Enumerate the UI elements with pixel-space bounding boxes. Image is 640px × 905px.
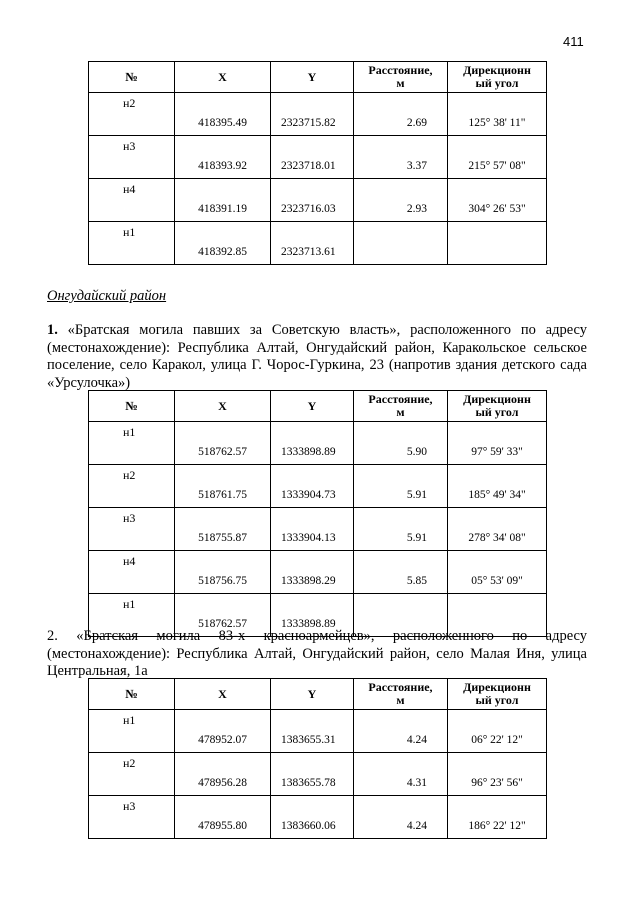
header-number: № — [89, 391, 175, 422]
point-label: н2 — [89, 93, 175, 136]
x-coordinate: 418393.92 — [175, 136, 271, 179]
table-row — [89, 179, 547, 222]
point-label: н2 — [89, 753, 175, 796]
distance: 5.85 — [354, 551, 448, 594]
header-angle-line1: Дирекционн — [463, 392, 531, 406]
direction-angle: 278° 34' 08" — [448, 508, 547, 551]
direction-angle: 304° 26' 53" — [448, 179, 547, 222]
item-1-text: «Братская могила павших за Советскую власть», расположенного по адресу (местонахождение): Республика Алтай, Онгудайский район, Каракольское сельское поселение, село Каракол, улица Г. Чорос-Гуркина, 23 (напротив здания детского сада «Урсулочка») — [47, 322, 587, 391]
table-row — [89, 796, 547, 839]
header-distance-line1: Расстояние, — [368, 63, 433, 77]
x-coordinate: 518762.57 — [175, 594, 271, 637]
header-angle — [448, 679, 547, 710]
point-label: н1 — [89, 594, 175, 637]
x-coordinate: 418392.85 — [175, 222, 271, 265]
header-distance — [354, 679, 448, 710]
point-label: н2 — [89, 465, 175, 508]
point-label: н3 — [89, 508, 175, 551]
header-distance-line2: м — [396, 76, 405, 90]
header-x: X — [175, 679, 271, 710]
table-row — [89, 465, 547, 508]
direction-angle: 215° 57' 08" — [448, 136, 547, 179]
distance: 4.31 — [354, 753, 448, 796]
header-y: Y — [271, 62, 354, 93]
y-coordinate: 2323716.03 — [271, 179, 354, 222]
point-label: н3 — [89, 796, 175, 839]
table-row — [89, 753, 547, 796]
distance: 5.90 — [354, 422, 448, 465]
y-coordinate: 1333898.89 — [271, 422, 354, 465]
y-coordinate: 1333904.73 — [271, 465, 354, 508]
x-coordinate: 418391.19 — [175, 179, 271, 222]
direction-angle — [448, 222, 547, 265]
header-y: Y — [271, 679, 354, 710]
coordinates-table-3 — [88, 678, 547, 839]
header-distance — [354, 391, 448, 422]
x-coordinate: 478952.07 — [175, 710, 271, 753]
coordinates-table-1 — [88, 61, 547, 265]
header-distance-line2: м — [396, 693, 405, 707]
item-1-paragraph — [47, 322, 587, 392]
direction-angle: 96° 23' 56" — [448, 753, 547, 796]
distance: 4.24 — [354, 796, 448, 839]
direction-angle: 186° 22' 12" — [448, 796, 547, 839]
header-angle-line2: ый угол — [475, 76, 519, 90]
y-coordinate: 1383660.06 — [271, 796, 354, 839]
distance: 5.91 — [354, 465, 448, 508]
distance: 2.93 — [354, 179, 448, 222]
item-1-number: 1. — [47, 322, 58, 338]
header-angle — [448, 391, 547, 422]
distance: 3.37 — [354, 136, 448, 179]
x-coordinate: 518762.57 — [175, 422, 271, 465]
table-row — [89, 93, 547, 136]
y-coordinate: 1383655.78 — [271, 753, 354, 796]
header-x: X — [175, 62, 271, 93]
table-row — [89, 508, 547, 551]
district-heading: Онгудайский район — [47, 288, 167, 304]
point-label: н3 — [89, 136, 175, 179]
coordinates-table-2 — [88, 390, 547, 637]
header-angle-line2: ый угол — [475, 405, 519, 419]
distance: 2.69 — [354, 93, 448, 136]
y-coordinate: 1333904.13 — [271, 508, 354, 551]
y-coordinate: 2323713.61 — [271, 222, 354, 265]
direction-angle: 05° 53' 09" — [448, 551, 547, 594]
y-coordinate: 1383655.31 — [271, 710, 354, 753]
table-row — [89, 422, 547, 465]
table-row — [89, 710, 547, 753]
header-x: X — [175, 391, 271, 422]
table-row — [89, 136, 547, 179]
header-angle — [448, 62, 547, 93]
header-number: № — [89, 62, 175, 93]
point-label: н4 — [89, 551, 175, 594]
header-angle-line1: Дирекционн — [463, 680, 531, 694]
y-coordinate: 1333898.29 — [271, 551, 354, 594]
distance: 5.91 — [354, 508, 448, 551]
header-number: № — [89, 679, 175, 710]
x-coordinate: 518755.87 — [175, 508, 271, 551]
table-header-row — [89, 679, 547, 710]
x-coordinate: 518761.75 — [175, 465, 271, 508]
x-coordinate: 418395.49 — [175, 93, 271, 136]
y-coordinate: 2323715.82 — [271, 93, 354, 136]
distance — [354, 222, 448, 265]
item-2-paragraph — [47, 628, 587, 681]
header-angle-line2: ый угол — [475, 693, 519, 707]
point-label: н1 — [89, 710, 175, 753]
point-label: н1 — [89, 422, 175, 465]
header-distance-line1: Расстояние, — [368, 392, 433, 406]
y-coordinate: 1333898.89 — [271, 594, 354, 637]
direction-angle: 125° 38' 11" — [448, 93, 547, 136]
distance: 4.24 — [354, 710, 448, 753]
header-distance-line1: Расстояние, — [368, 680, 433, 694]
table-row — [89, 222, 547, 265]
table-header-row — [89, 391, 547, 422]
header-y: Y — [271, 391, 354, 422]
direction-angle: 185° 49' 34" — [448, 465, 547, 508]
item-2-text: «Братская могила 83-х красноармейцев», расположенного по адресу (местонахождение): Республика Алтай, Онгудайский район, село Малая Иня, улица Центральная, 1а — [47, 628, 587, 679]
item-2-number: 2. — [47, 628, 58, 644]
header-angle-line1: Дирекционн — [463, 63, 531, 77]
header-distance-line2: м — [396, 405, 405, 419]
x-coordinate: 478956.28 — [175, 753, 271, 796]
y-coordinate: 2323718.01 — [271, 136, 354, 179]
header-distance — [354, 62, 448, 93]
direction-angle: 06° 22' 12" — [448, 710, 547, 753]
point-label: н4 — [89, 179, 175, 222]
table-row — [89, 551, 547, 594]
point-label: н1 — [89, 222, 175, 265]
page-number: 411 — [563, 34, 584, 49]
table-header-row — [89, 62, 547, 93]
x-coordinate: 518756.75 — [175, 551, 271, 594]
x-coordinate: 478955.80 — [175, 796, 271, 839]
direction-angle: 97° 59' 33" — [448, 422, 547, 465]
